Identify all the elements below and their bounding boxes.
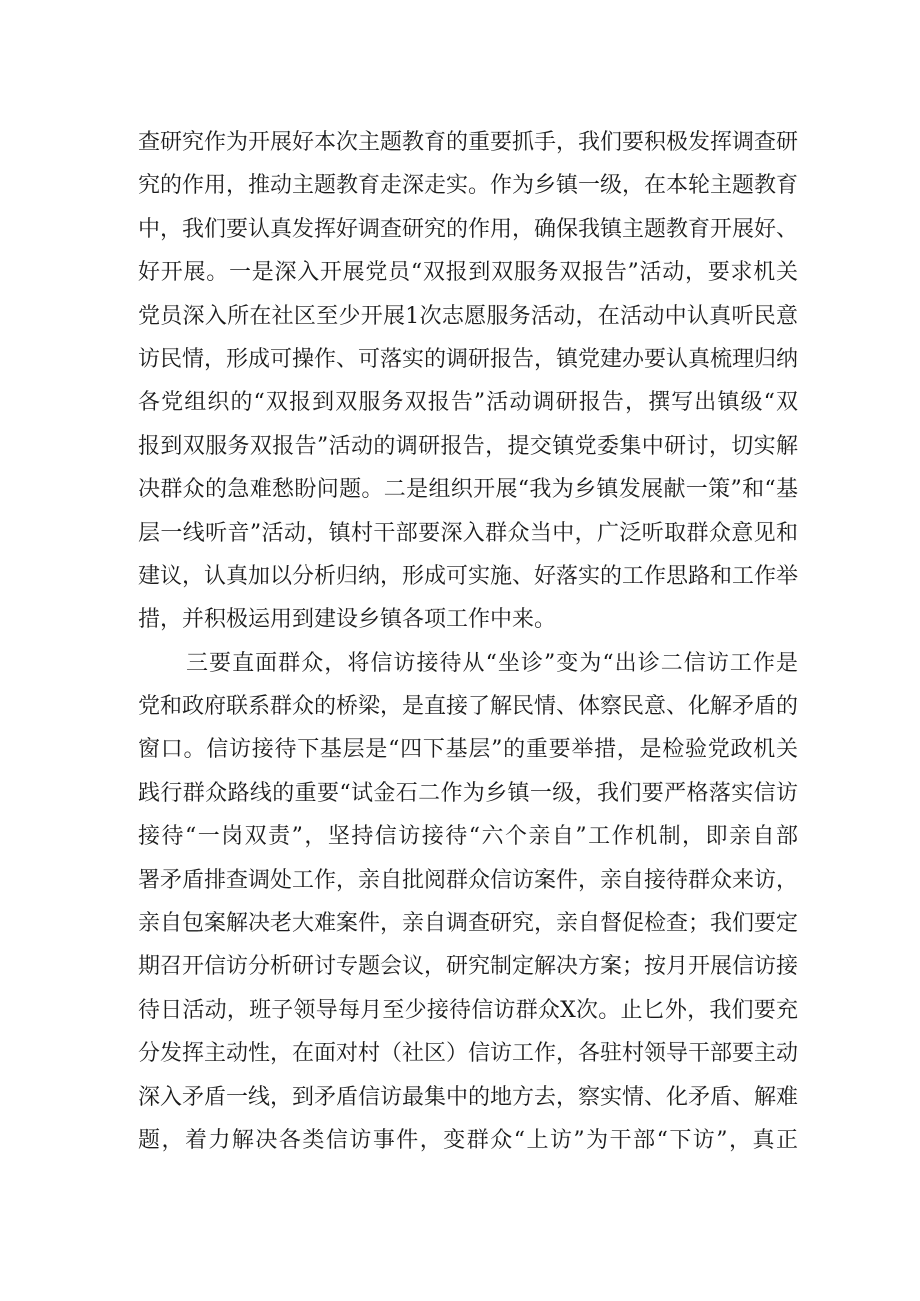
text-line: 措，并积极运用到建设乡镇各项工作中来。 (138, 607, 557, 633)
text-line: 查研究作为开展好本次主题教育的重要抓手，我们要积极发挥调查研 (138, 130, 799, 155)
text-line: 深入矛盾一线，到矛盾信访最集中的地方去，察实情、化矛盾、解难 (138, 1084, 799, 1110)
text-line: 题，着力解决各类信访事件，变群众“上访”为干部“下访”，真正 (138, 1127, 798, 1153)
text-line: 究的作用，推动主题教育走深走实。作为乡镇一级，在本轮主题教育 (138, 173, 799, 199)
text-line: 期召开信访分析研讨专题会议，研究制定解决方案；按月开展信访接 (138, 954, 799, 980)
text-line: 接待“一岗双责”，坚持信访接待“六个亲自”工作机制，即亲自部 (138, 824, 798, 850)
paragraph-1 (138, 121, 798, 642)
text-line: 各党组织的“双报到双服务双报告”活动调研报告，撰写出镇级“双 (138, 390, 798, 416)
text-line: 三要直面群众，将信访接待从“坐诊”变为“出诊二信访工作是 (186, 650, 798, 676)
text-line: 好开展。一是深入开展党员“双报到双服务双报告”活动，要求机关 (138, 260, 798, 286)
text-line: 决群众的急难愁盼问题。二是组织开展“我为乡镇发展献一策”和“基 (138, 477, 798, 503)
body-text (138, 121, 798, 1162)
paragraph-2 (138, 642, 798, 1163)
text-line: 报到双服务双报告”活动的调研报告，提交镇党委集中研讨，切实解 (138, 433, 798, 459)
text-line: 窗口。信访接待下基层是“四下基层”的重要举措，是检验党政机关 (138, 737, 798, 763)
text-line: 践行群众路线的重要“试金石二作为乡镇一级，我们要严格落实信访 (138, 780, 798, 806)
text-line: 署矛盾排查调处工作，亲自批阅群众信访案件，亲自接待群众来访， (138, 867, 799, 893)
text-line: 层一线听音”活动，镇村干部要深入群众当中，广泛听取群众意见和 (138, 520, 798, 546)
text-line: 待日活动，班子领导每月至少接待信访群众X次。止匕外，我们要充 (138, 997, 798, 1023)
text-line: 建议，认真加以分析归纳，形成可实施、好落实的工作思路和工作举 (138, 563, 799, 589)
text-line: 访民情，形成可操作、可落实的调研报告，镇党建办要认真梳理归纳 (138, 346, 799, 372)
text-line: 中，我们要认真发挥好调查研究的作用，确保我镇主题教育开展好、 (138, 216, 799, 242)
text-line: 党和政府联系群众的桥梁，是直接了解民情、体察民意、化解矛盾的 (138, 694, 799, 720)
text-line: 亲自包案解决老大难案件，亲自调查研究，亲自督促检查；我们要定 (138, 911, 799, 937)
text-line: 分发挥主动性，在面对村（社区）信访工作，各驻村领导干部要主动 (138, 1041, 799, 1067)
text-line: 党员深入所在社区至少开展1次志愿服务活动，在活动中认真听民意 (138, 303, 798, 329)
